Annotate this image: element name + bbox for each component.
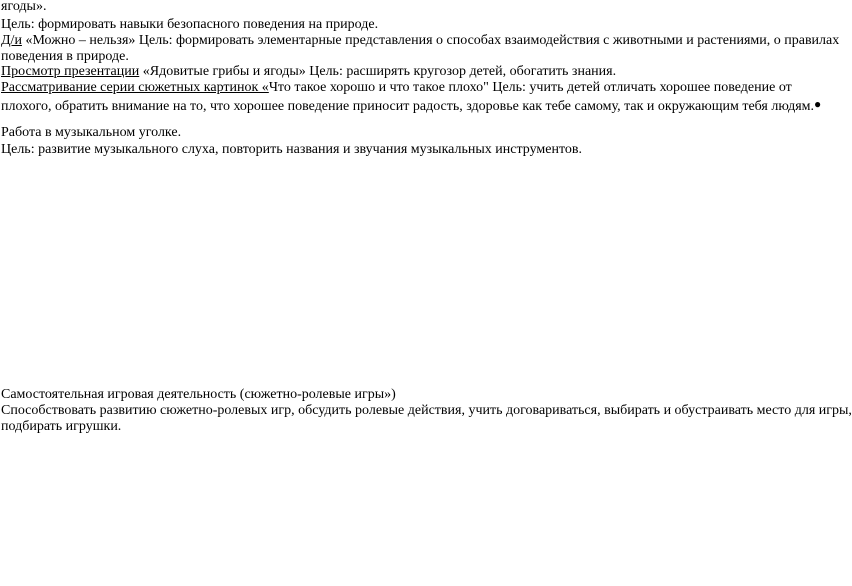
bullet-icon: ●: [814, 97, 822, 111]
pictures-text: Что такое хорошо и что такое плохо" Цель: учить детей отличать хорошее поведение от: [268, 80, 792, 95]
text-line: подбирать игрушки.: [1, 419, 122, 434]
text-line: поведения в природе.: [1, 49, 129, 64]
didactic-game-text: «Можно – нельзя» Цель: формировать элементарные представления о способах взаимодействия с животными и растениями, о правилах: [21, 33, 840, 48]
text-line: ягоды».: [1, 0, 47, 14]
goal-safe-behavior: Цель: формировать навыки безопасного поведения на природе.: [1, 17, 379, 32]
presentation-text: «Ядовитые грибы и ягоды» Цель: расширять кругозор детей, обогатить знания.: [139, 64, 617, 79]
good-behavior-text: плохого, обратить внимание на то, что хорошее поведение приносит радость, здоровье как тебе самому, так и окружающим тебя людям.: [1, 99, 815, 114]
pictures-link[interactable]: Рассматривание серии сюжетных картинок «: [1, 80, 269, 95]
play-activity-heading: Самостоятельная игровая деятельность (сюжетно-ролевые игры»): [1, 387, 396, 402]
music-corner-heading: Работа в музыкальном уголке.: [1, 125, 182, 140]
music-goal: Цель: развитие музыкального слуха, повторить названия и звучания музыкальных инструментов.: [1, 142, 582, 157]
presentation-link[interactable]: Просмотр презентации: [1, 64, 140, 79]
didactic-game-link[interactable]: Д/и: [1, 33, 22, 48]
play-activity-text: Способствовать развитию сюжетно-ролевых игр, обсудить ролевые действия, учить договариваться, выбирать и обустраивать место для игры,: [1, 403, 852, 418]
text-line: [1, 95, 821, 116]
